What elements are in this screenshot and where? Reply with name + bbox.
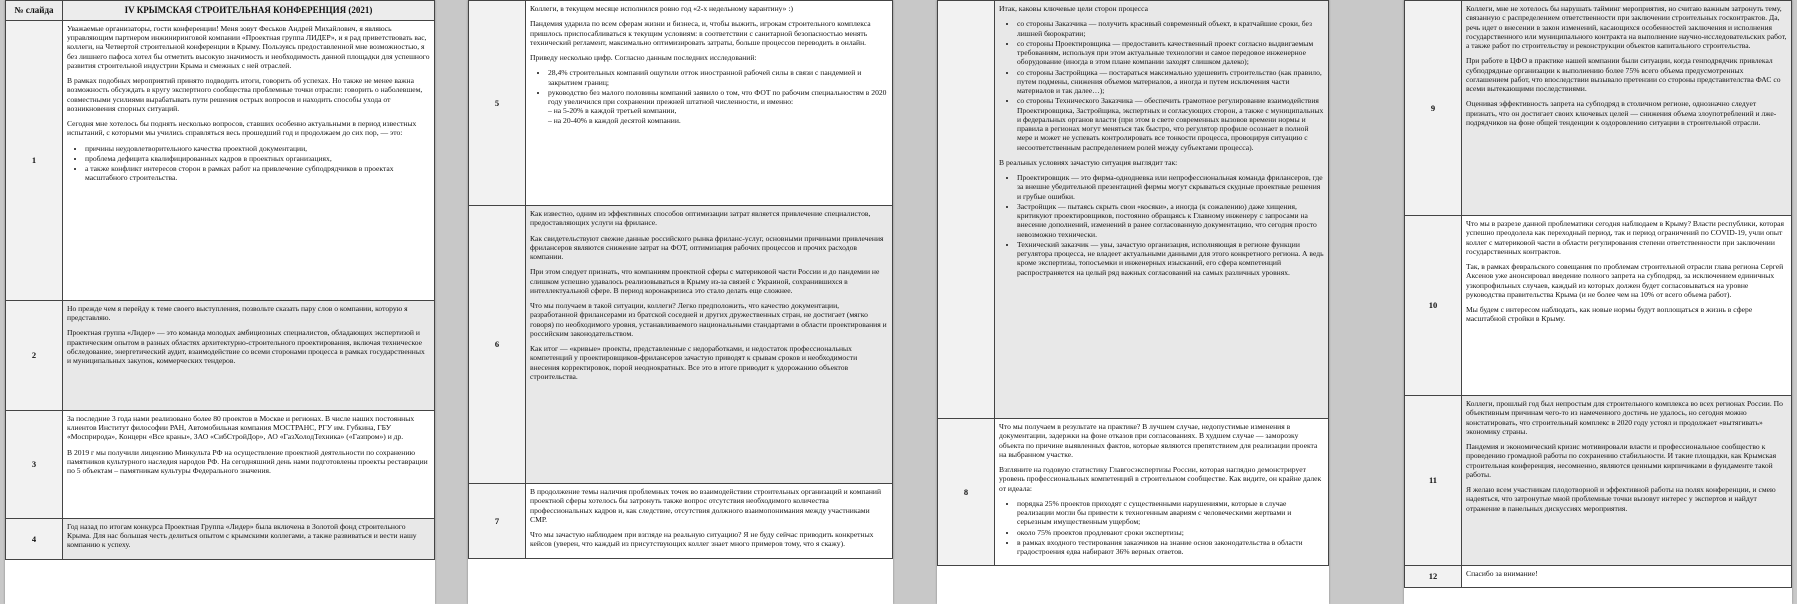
list-subitem: – на 20-40% в каждой десятой компании. bbox=[548, 115, 681, 125]
paragraph: Что мы получаем в такой ситуации, коллеги? Легко предположить, что качество документации, разработанной фрилансерами из братской соседней и других дружественных стран, не достигает (мягко говоря) по необходимого уровня, устанавливаемого национальными стандартами в области проектирования и российским законодательством. bbox=[530, 301, 887, 338]
paragraph: Что мы в разрезе данной проблематики сегодня наблюдаем в Крыму? Власти республики, которая успешно преодолела как переходный период, так и период ограничений по COVID-19, учли опыт коллег с материковой части в области регулирования степени ответственности при заключении государственных контрактов. bbox=[1466, 219, 1784, 256]
table-header-row bbox=[6, 1, 435, 21]
slide-number: 11 bbox=[1405, 396, 1462, 566]
list-item-text: руководство без малого половины компаний заявило о том, что ФОТ по рабочим специальностям в 2020 году увеличился при сохранении прежней штатной численности, и именно: bbox=[548, 87, 887, 106]
bullet-list bbox=[999, 173, 1324, 277]
table-row bbox=[6, 518, 435, 559]
document-page-4 bbox=[1404, 0, 1792, 604]
list-item: • проблема дефицита квалифицированных кадров в проектных организациях, bbox=[85, 154, 430, 163]
slide-text bbox=[995, 419, 1329, 566]
paragraph: Коллеги, прошлый год был непростым для строительного комплекса во всех регионах России. По объективным причинам чего-то из намеченного достичь не удалось, но сегодня можно констатировать, что строительный комплекс в 2020 году устоял и продолжает «вытягивать» экономику страны. bbox=[1466, 399, 1783, 436]
slide-text bbox=[526, 484, 893, 559]
slide-number: 9 bbox=[1405, 1, 1462, 216]
slide-number-header: № слайда bbox=[6, 1, 63, 21]
speech-table bbox=[468, 0, 893, 559]
paragraph: В 2019 г мы получили лицензию Минкульта РФ на осуществление проектной деятельности по сохранению памятников культурного наследия народов РФ. На сегодняшний день нами подготовлены проекты реставрации по 5 объектам – памятникам культуры Федерального значения. bbox=[67, 447, 428, 476]
paragraph: Взгляните на годовую статистику Главгосэкспертизы России, которая наглядно демонстрирует уровень профессиональных компетенций в строительном сообществе. Как видите, он крайне далек от идеала: bbox=[999, 465, 1322, 493]
bullet-list bbox=[999, 499, 1324, 557]
slide-text bbox=[1462, 396, 1792, 566]
paragraph: В продолжение темы наличия проблемных точек во взаимодействии строительных организаций и компаний проектной сферы хотелось бы затронуть также вопрос отсутствия необходимого количества профессиональных кадров и, как следствие, отсутствия должного взаимопонимания между участниками СМР. bbox=[530, 487, 882, 524]
slide-text bbox=[1462, 566, 1792, 588]
paragraph: Уважаемые организаторы, гости конференции! Меня зовут Феськов Андрей Михайлович, я являюсь управляющим партнером инжиниринговой компании «Проектная группа ЛИДЕР», и я рад приветствовать вас, коллеги, на Четвертой строительной конференции в Крыму. Пользуясь предоставленной мне возможностью, я без лишнего пафоса хотел бы отметить высокую значимость и необходимость данной площадки для успешного развития строительной индустрии Крыма и смежных с ней отраслей. bbox=[67, 23, 430, 70]
paragraph: Коллеги, в текущем месяце исполнился ровно год «2-х недельному карантину» :) bbox=[530, 4, 794, 13]
paragraph: Пандемия ударила по всем сферам жизни и бизнеса, и, чтобы выжить, игрокам строительного комплекса пришлось приспосабливаться к текущим условиям: в соответствии с санитарной безопасностью менять технический регламент, максимально оптимизировать затраты, больше процессов переводить в онлайн. bbox=[530, 19, 871, 47]
table-row bbox=[1405, 566, 1792, 588]
document-page-1 bbox=[5, 0, 435, 604]
table-row bbox=[469, 206, 893, 484]
slide-text bbox=[63, 300, 435, 410]
slide-text bbox=[1462, 1, 1792, 216]
speech-table bbox=[1404, 0, 1792, 588]
document-page-3 bbox=[937, 0, 1329, 604]
table-row bbox=[1405, 396, 1792, 566]
paragraph: Но прежде чем я перейду к теме своего выступления, позвольте сказать пару слов о компании, которую я представляю. bbox=[67, 303, 408, 323]
list-item: • в рамках входного тестирования заказчиков на знание основ законодательства в области градостроения едва набирают 36% верных ответов. bbox=[1017, 538, 1324, 557]
slide-number: 5 bbox=[469, 1, 526, 206]
closing-line: Спасибо за внимание! bbox=[1466, 569, 1538, 578]
slide-number: 1 bbox=[6, 20, 63, 300]
list-item: • со стороны Проектировщика — предоставить качественный проект согласно выдвигаемым требованиям, используя при этом актуальные технологии и самое передовое инженерное оборудование (иногда в этом плане компании заходят слишком далеко); bbox=[1017, 39, 1324, 67]
list-item: • Застройщик — пытаясь скрыть свои «косяки», а иногда (к сожалению) даже хищения, критикуют проектировщиков, постоянно обращаясь к Главному инженеру с запросами на внесение дополнений, изменений в ранее согласованную документацию, что сегодня просто невозможно технически. bbox=[1017, 202, 1324, 239]
paragraph: Как известно, одним из эффективных способов оптимизации затрат является привлечение специалистов, предоставляющих услуги на фрилансе. bbox=[530, 209, 871, 228]
paragraph: В реальных условиях зачастую ситуация выглядит так: bbox=[999, 157, 1178, 167]
conference-title-header: IV КРЫМСКАЯ СТРОИТЕЛЬНАЯ КОНФЕРЕНЦИЯ (2021) bbox=[63, 1, 435, 21]
paragraph: Приведу несколько цифр. Согласно данным последних исследований: bbox=[530, 53, 757, 62]
paragraph: Сегодня мне хотелось бы поднять несколько вопросов, ставших особенно актуальными в период известных испытаний, с которыми мы учились справляться весь прошедший год и продолжаем до сих пор, — это: bbox=[67, 119, 417, 138]
table-row bbox=[1405, 1, 1792, 216]
slide-number: 6 bbox=[469, 206, 526, 484]
list-item: • порядка 25% проектов приходят с существенными нарушениями, которые в случае реализации могли бы привести к техногенным авариям с человеческими жертвами и серьезным имущественным ущербом; bbox=[1017, 499, 1324, 527]
slide-number: 8 bbox=[938, 419, 995, 566]
slide-text bbox=[63, 410, 435, 518]
slide-text bbox=[995, 1, 1329, 419]
table-row bbox=[6, 410, 435, 518]
table-row bbox=[6, 300, 435, 410]
slide-number: 10 bbox=[1405, 216, 1462, 396]
list-item: • около 75% проектов продлевают сроки экспертизы; bbox=[1017, 528, 1324, 537]
paragraph: Что мы зачастую наблюдаем при взгляде на реальную ситуацию? Я не буду сейчас приводить конкретных кейсов (уверен, что каждый из присутствующих коллег знает много примеров тому, что я скажу). bbox=[530, 530, 874, 549]
slide-text bbox=[63, 518, 435, 559]
list-item bbox=[548, 88, 888, 125]
paragraph: Я желаю всем участникам плодотворной и эффективной работы на полях конференции, и смею надеяться, что затронутые мной проблемные точки вызовут интерес у экспертов и найдут отражение в панельных дискуссиях мероприятия. bbox=[1466, 485, 1776, 513]
table-row bbox=[1405, 216, 1792, 396]
bullet-list bbox=[530, 68, 888, 125]
document-page-2 bbox=[468, 0, 893, 604]
paragraph: Коллеги, мне не хотелось бы нарушать тайминг мероприятия, но считаю важным затронуть тему, связанную с распределением ответственности при заключении строительных госконтрактов. Да, речь идет о внесении в закон изменений, касающихся особенностей заключения и исполнения государственного или муниципального контракта на выполнение научно-исследовательских работ, а также работ по строительству и реконструкции объектов капитального строительства. bbox=[1466, 4, 1787, 50]
paragraph: В рамках подобных мероприятий принято подводить итоги, говорить об успехах. Но также не менее важна возможность обсуждать в кругу экспертного сообщества проблемные точки отрасли: говорить о наболевшем, совместными усилиями вырабатывать пути решения острых вопросов и находить способы ухода от возникновения спорных ситуаций. bbox=[67, 76, 423, 113]
slide-number: 3 bbox=[6, 410, 63, 518]
slide-number: 7 bbox=[469, 484, 526, 559]
paragraph: Как итог — «кривые» проекты, представленные с недоработками, и недостаток профессиональных компетенций у проектировщиков-фрилансеров зачастую приводят к срывам сроков и необходимости внесения корректировок, порой неоднократных. Все это в итоге приводит к удорожанию объектов строительства. bbox=[530, 344, 858, 381]
paragraph: При этом следует признать, что компаниям проектной сферы с материковой части России и до пандемии не слишком успешно удавалось реализовываться в Крыму из-за связей с Украиной, сохранившихся в интеллектуальной сфере. В период коронакризиса это стало делать еще сложнее. bbox=[530, 267, 880, 295]
table-row bbox=[938, 419, 1329, 566]
list-item: • со стороны Заказчика — получить красивый современный объект, в кратчайшие сроки, без лишней бюрократии; bbox=[1017, 19, 1324, 38]
table-row bbox=[469, 484, 893, 559]
slide-text bbox=[1462, 216, 1792, 396]
paragraph: Пандемия и экономический кризис мотивировали власти и профессиональное сообщество к проведению громадной работы по сохранению стабильности. И такие площадки, как Крымская строительная конференция, несомненно, являются ценными кирпичиками в фундаменте такой работы. bbox=[1466, 442, 1777, 479]
table-row bbox=[938, 1, 1329, 419]
slide-text bbox=[526, 206, 893, 484]
paragraph: Год назад по итогам конкурса Проектная Группа «Лидер» была включена в Золотой фонд строительного Крыма. Для нас большая честь делиться опытом с крымскими коллегами, а также развиваться и вести нашу компанию к успеху. bbox=[67, 521, 417, 550]
list-item: • Проектировщик — это фирма-однодневка или непрофессиональная команда фрилансеров, где за внешне убедительной презентацией фирмы могут скрываться скудные проектные решения и грубые ошибки. bbox=[1017, 173, 1324, 201]
list-item: • Технический заказчик — увы, зачастую организация, исполняющая в регионе функции регулятора процесса, не владеет актуальными данными для этого конкретного региона. А ведь кроме экспертизы, топосъемки и инженерных изысканий, его сфера компетенций распространяется на целый ряд важных согласований на самых различных уровнях. bbox=[1017, 240, 1324, 277]
slide-number-continued bbox=[938, 1, 995, 419]
speech-table bbox=[937, 0, 1329, 566]
speech-table bbox=[5, 0, 435, 560]
slide-text bbox=[526, 1, 893, 206]
bullet-list bbox=[999, 19, 1324, 152]
paragraph: Оценивая эффективность запрета на субподряд в столичном регионе, однозначно следует признать, что он достигает своих ключевых целей — снижения объема злоупотреблений и лже-подрядчиков на фоне общей тенденции к оздоровлению ситуации в строительной отрасли. bbox=[1466, 99, 1777, 127]
table-row bbox=[469, 1, 893, 206]
paragraph: Так, в рамках февральского совещания по проблемам строительной отрасли глава региона Сергей Аксенов уже анонсировал введение полного запрета на субподряд, за исключением единичных узкопрофильных случаев, каждый из которых должен будет согласовываться на уровне руководства правительства Крыма (и не более чем на 10% от всего объема работ). bbox=[1466, 262, 1784, 299]
paragraph: Что мы получаем в результате на практике? В лучшем случае, недопустимые изменения в документации, задержки на фоне отказов при согласованиях. В худшем случае — заморозку объекта по причине выявленных фактов, которые являются препятствием для реализации проекта на выбранном участке. bbox=[999, 422, 1318, 459]
list-subitem: – на 5-20% в каждой третьей компании, bbox=[548, 106, 677, 116]
paragraph: Итак, каковы ключевые цели сторон процесса bbox=[999, 4, 1149, 13]
slide-number: 12 bbox=[1405, 566, 1462, 588]
list-item: • со стороны Технического Заказчика — обеспечить грамотное регулирование взаимодействия Проектировщика, Застройщика, экспертных и согласующих сторон, а также с муниципальных и федеральных органов власти (при этом в свете современных вызовов времени нормы и правила в регионах могут меняться так быстро, что регулятор профиле осознает в полной мере и может не успевать контролировать все тонкости процесса, провоцируя ситуацию с несоответственным распределением ролей между субъектами процесса). bbox=[1017, 96, 1324, 152]
list-item: • со стороны Застройщика — постараться максимально удешевить строительство (как правило, путем подмены, снижения объемов материалов, а иногда и путем исключения части материалов и так далее…); bbox=[1017, 68, 1324, 96]
paragraph: Мы будем с интересом наблюдать, как новые нормы будут воплощаться в жизнь в сфере масштабной стройки в Крыму. bbox=[1466, 305, 1753, 324]
paragraph: За последние 3 года нами реализовано более 80 проектов в Москве и регионах. В числе наших постоянных клиентов Институт философии РАН, Автомобильная компания МОСТРАНС, РГУ им. Губкина, ГБУ «Мосприрода», Концерн «Все краны», ЗАО «СибСтройДор», АО «ГазХолодТехника» («Газпром») и др. bbox=[67, 413, 415, 442]
slide-number: 4 bbox=[6, 518, 63, 559]
list-item: • 28,4% строительных компаний ощутили отток иностранной рабочей силы в связи с пандемией и закрытием границ; bbox=[548, 68, 888, 87]
list-item: • причины неудовлетворительного качества проектной документации, bbox=[85, 144, 430, 153]
bullet-list bbox=[67, 144, 430, 183]
list-item: • а также конфликт интересов сторон в рамках работ на привлечение субподрядчиков в проектах масштабного строительства. bbox=[85, 164, 430, 183]
paragraph: Проектная группа «Лидер» — это команда молодых амбициозных специалистов, обладающих экспертизой и практическим опытом в разных областях архитектурно-строительного проектирования, включая техническое обследование, энергетический аудит, взаимодействие со всеми сторонами процесса в рамках государственных и муниципальных закупок, коммерческих тендеров. bbox=[67, 328, 425, 366]
table-row bbox=[6, 20, 435, 300]
slide-text bbox=[63, 20, 435, 300]
paragraph: При работе в ЦФО в практике нашей компании были ситуации, когда генподрядчик привлекал субподрядные организации к выполнению более 75% всего объема предусмотренных соглашением работ, что впоследствии вызывало претензии со стороны представителства ФАС со всеми вытекающими последствиями. bbox=[1466, 56, 1781, 93]
slide-number: 2 bbox=[6, 300, 63, 410]
paragraph: Как свидетельствуют свежие данные российского рынка фриланс-услуг, основными причинами привлечения фрилансеров являются снижение затрат на ФОТ, оптимизация рабочих процессов и прочих расходов компании. bbox=[530, 233, 884, 261]
